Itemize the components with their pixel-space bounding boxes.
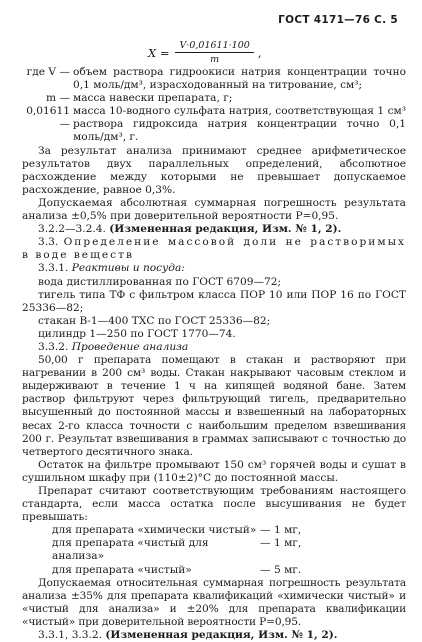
section-note-3-2-2 <box>22 223 406 236</box>
formula-lhs: X = <box>148 45 170 60</box>
section-heading-3-3-1 <box>22 262 406 275</box>
section-heading-3-3-2 <box>22 341 406 354</box>
paragraph-result: За результат анализа принимают среднее арифметическое результатов двух параллельных определений, абсолютное расхождение между которыми не превышает допускаемое расхождение, равное 0,3%. <box>22 144 406 196</box>
formula-fraction <box>175 40 253 65</box>
document-body <box>22 66 406 642</box>
formula-comma: , <box>257 45 262 60</box>
limit-value: — 5 мг. <box>260 563 302 576</box>
definition-text: масса навески препарата, г; <box>73 92 233 105</box>
section-title: Определение массовой доли не растворимых в воде веществ <box>22 236 406 262</box>
definition-m <box>22 92 406 105</box>
definition-text: масса 10-водного сульфата натрия, соответствующая 1 см³ раствора гидроксида натрия концентрации точно 0,1 моль/дм³, г. <box>73 105 406 144</box>
reagent-item: вода дистиллированная по ГОСТ 6709—72; <box>38 275 282 288</box>
paragraph-wash: Остаток на фильтре промывают 150 см³ горячей воды и сушат в сушильном шкафу при (110±2)°С до постоянной массы. <box>22 458 406 484</box>
definition-v <box>22 66 406 92</box>
section-number: 3.3.2. <box>38 340 69 353</box>
section-note-3-3-1 <box>22 629 406 642</box>
limit-value: — 1 мг, <box>260 537 302 550</box>
reagent-item: стакан В-1—400 ТХС по ГОСТ 25336—82; <box>38 314 271 327</box>
section-number: 3.3.1. <box>38 262 69 275</box>
definition-constant <box>22 105 406 144</box>
section-number: 3.3.1, 3.3.2. <box>38 629 103 642</box>
limit-row <box>22 524 406 537</box>
limit-value: — 1 мг, <box>260 524 302 537</box>
formula <box>148 40 261 65</box>
section-number: 3.2.2—3.2.4. <box>38 223 106 236</box>
paragraph-procedure: 50,00 г препарата помещают в стакан и растворяют при нагревании в 200 см³ воды. Стакан накрывают часовым стеклом и выдерживают в течение 1 ч на кипящей водяной бане. Затем раствор фильтруют через фильтрующий тигель, предварительно высушенный до постоянной массы и взвешенный на лабораторных весах 2-го класса точности с наибольшим пределом взвешивания 200 г. Результат взвешивания в граммах записывают с точностью до четвертого десятичного знака. <box>22 354 406 458</box>
limit-grade: для препарата «чистый» <box>52 563 192 576</box>
section-heading-3-3 <box>22 236 406 262</box>
limit-grade: для препарата «чистый для анализа» <box>52 537 209 563</box>
reagent-item: цилиндр 1—250 по ГОСТ 1770—74. <box>38 327 236 340</box>
paragraph-criterion: Препарат считают соответствующим требованиям настоящего стандарта, если масса остатка после высушивания не будет превышать: <box>22 485 406 524</box>
amendment-note: (Измененная редакция, Изм. № 1, 2). <box>105 629 338 642</box>
amendment-note: (Измененная редакция, Изм. № 1, 2). <box>109 223 342 236</box>
page-header: ГОСТ 4171—76 С. 5 <box>278 14 398 26</box>
definition-label: 0,01611 — <box>26 105 70 131</box>
definition-label: m — <box>45 92 70 105</box>
formula-denominator: m <box>210 54 220 65</box>
section-title: Реактивы и посуда: <box>71 262 185 275</box>
reagent-item: тигель типа ТФ с фильтром класса ПОР 10 или ПОР 16 по ГОСТ 25336—82; <box>22 288 406 314</box>
section-number: 3.3. <box>38 236 59 249</box>
definition-label: где V — <box>26 66 70 78</box>
section-title: Проведение анализа <box>71 340 189 353</box>
definition-text: объем раствора гидроокиси натрия концентрации точно 0,1 моль/дм³, израсходованный на титрование, см³; <box>73 66 406 92</box>
paragraph-relative-error: Допускаемая относительная суммарная погрешность результата анализа ±35% для препарата квалификаций «химически чистый» и «чистый для анализа» и ±20% для препарата квалификации «чистый» при доверительной вероятности P=0,95. <box>22 576 406 628</box>
limit-row <box>22 564 406 577</box>
limit-row <box>22 537 406 563</box>
limit-grade: для препарата «химически чистый» <box>52 524 257 537</box>
paragraph-error: Допускаемая абсолютная суммарная погрешность результата анализа ±0,5% при доверительной вероятности P=0,95. <box>22 196 406 223</box>
formula-numerator: V·0,01611·100 <box>175 40 253 53</box>
